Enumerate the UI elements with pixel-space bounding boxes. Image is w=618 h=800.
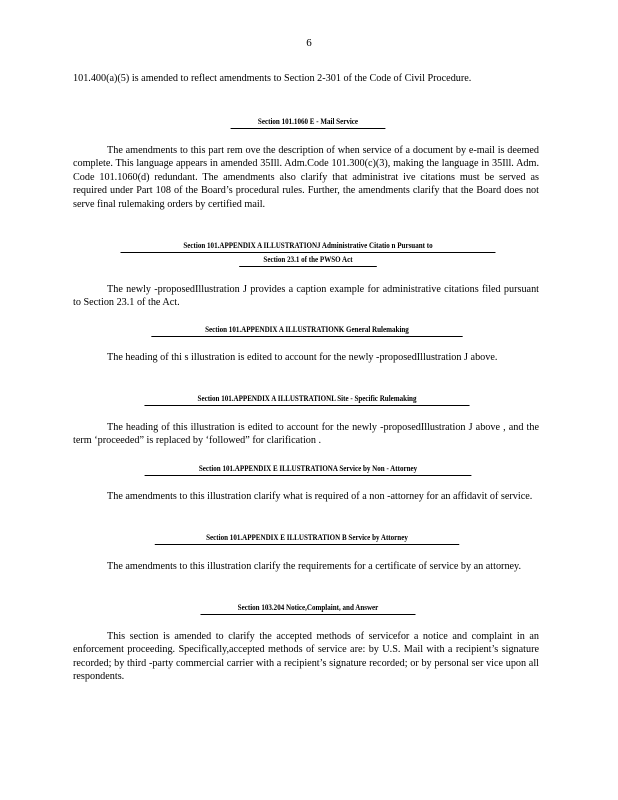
paragraph-illustration-j: The newly -proposedIllustration J provides a caption example for administrative citations filed pursuant to Section 23.1 of the Act. [73, 284, 539, 309]
heading-illustration-k [151, 325, 462, 337]
heading-underline [231, 128, 386, 129]
heading-underline [121, 252, 496, 253]
paragraph-illustration-l: The heading of this illustration is edited to account for the newly -proposedIllustration J above , and the term ‘proceeded” is replaced by ‘followed” for clarification . [73, 422, 539, 447]
heading-illustration-e-b [155, 533, 459, 545]
heading-underline [239, 266, 377, 267]
heading-illustration-e-a [145, 464, 472, 476]
heading-underline [144, 405, 469, 406]
heading-text: Section 101.APPENDIX A ILLUSTRATIONK General Rulemaking [205, 325, 409, 334]
heading-text: Section 101.APPENDIX E ILLUSTRATION B Service by Attorney [206, 533, 408, 542]
heading-text: Section 103.204 Notice,Complaint, and Answer [237, 603, 379, 612]
heading-illustration-j [121, 241, 496, 253]
heading-illustration-l [144, 394, 469, 406]
heading-section-103-204 [201, 603, 416, 615]
paragraph-email-service: The amendments to this part rem ove the description of when service of a document by e-mail is deemed complete. This language appears in amended 35Ill. Adm.Code 101.300(c)(3), making the language in 35Ill. Adm. Code 101.1060(d) redundant. The amendments also clarify that administrat ive citations must be served as required under Part 108 of the Board’s procedural rules. Further, the amendments clarify that the Board does not serve final rulemaking orders by certified mail. [73, 145, 539, 210]
heading-text: Section 101.1060 E - Mail Service [257, 117, 359, 126]
paragraph-illustration-e-b: The amendments to this illustration clarify the requirements for a certificate of service by an attorney. [107, 561, 522, 572]
heading-section-101-1060 [231, 117, 386, 129]
paragraph-illustration-e-a: The amendments to this illustration clarify what is required of a non -attorney for an affidavit of service. [107, 491, 533, 502]
heading-text-line-2: Section 23.1 of the PWSO Act [263, 255, 353, 264]
page-number: 6 [306, 37, 312, 49]
heading-text: Section 101.APPENDIX E ILLUSTRATIONA Service by Non - Attorney [198, 464, 418, 473]
heading-text-line-1: Section 101.APPENDIX A ILLUSTRATIONJ Administrative Citatio n Pursuant to [183, 241, 433, 250]
paragraph-101-400: 101.400(a)(5) is amended to reflect amendments to Section 2-301 of the Code of Civil Procedure. [73, 73, 472, 84]
paragraph-illustration-k: The heading of thi s illustration is edited to account for the newly -proposedIllustration J above. [107, 352, 498, 363]
heading-underline [201, 614, 416, 615]
heading-text: Section 101.APPENDIX A ILLUSTRATIONL Site - Specific Rulemaking [197, 394, 417, 403]
heading-underline [151, 336, 462, 337]
heading-underline [145, 475, 472, 476]
heading-underline [155, 544, 459, 545]
paragraph-section-103-204: This section is amended to clarify the accepted methods of servicefor a notice and complaint in an enforcement proceeding. Specifically,accepted methods of service are: by U.S. Mail with a recipient’s signature recorded; by third -party commercial carrier with a recipient’s signature recorded; or by personal ser vice upon all respondents. [73, 631, 539, 683]
heading-illustration-j-line-2 [239, 255, 377, 267]
